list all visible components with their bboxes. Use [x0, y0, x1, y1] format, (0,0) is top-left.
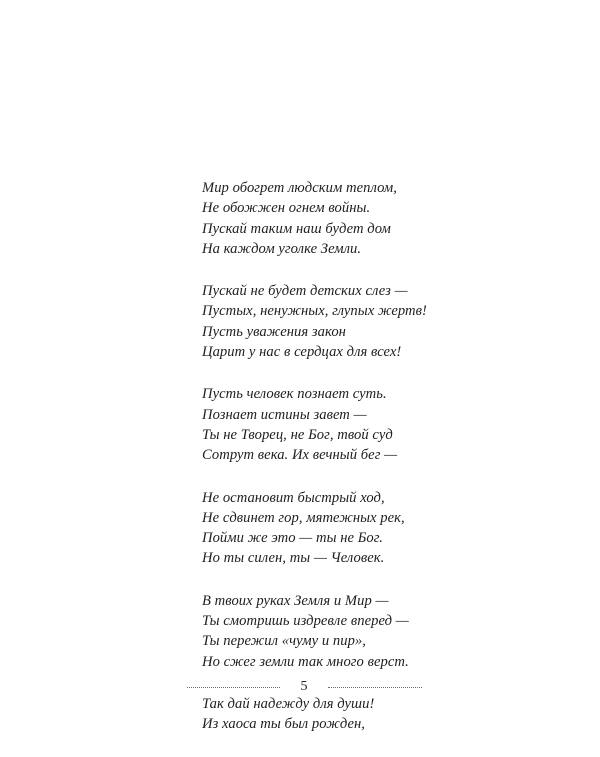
dotted-rule-left	[187, 687, 280, 688]
poem-line: Сотрут века. Их вечный бег —	[202, 447, 398, 464]
stanza-1	[202, 178, 502, 259]
poem-line: Пускай не будет детских слез —	[202, 283, 408, 300]
poem-line: Мир обогрет людским теплом,	[202, 180, 397, 196]
poem-line: Пускай таким наш будет дом	[202, 220, 391, 237]
poem-line: В твоих руках Земля и Мир —	[202, 592, 389, 609]
poem-line: Пусть человек познает суть.	[202, 386, 387, 403]
poem-line: Не остановит быстрый ход,	[202, 489, 385, 506]
poem-line: Так дай надежду для души!	[202, 695, 375, 712]
poem-line: Но ты силен, ты — Человек.	[202, 550, 385, 567]
poem-line: Не сдвинет гор, мятежных рек,	[202, 509, 405, 526]
poem-line: Пойми же это — ты не Бог.	[202, 530, 383, 547]
poem-line: Пусть уважения закон	[202, 323, 346, 340]
stanza-6	[202, 694, 502, 735]
poem-line: Познает истины завет —	[202, 406, 367, 423]
stanza-4	[202, 488, 502, 569]
poem-line: Но сжег земли так много верст.	[202, 653, 409, 670]
poem-line: Пустых, ненужных, глупых жертв!	[202, 303, 427, 320]
dotted-rule-right	[328, 687, 422, 688]
stanza-5	[202, 591, 502, 672]
stanza-2	[202, 281, 502, 362]
poem-line: Ты смотришь издревле вперед —	[202, 613, 409, 630]
stanza-3	[202, 384, 502, 465]
poem-line: Ты пережил «чуму и пир»,	[202, 633, 366, 650]
poem-line: Ты не Творец, не Бог, твой суд	[202, 426, 393, 443]
page-number: 5	[300, 679, 308, 694]
poem-text	[202, 178, 502, 757]
poem-line: Из хаоса ты был рожден,	[202, 716, 365, 733]
poem-line: Не обожжен огнем войны.	[202, 200, 371, 217]
page-footer	[0, 677, 600, 697]
poem-line: Царит у нас в сердцах для всех!	[202, 344, 402, 361]
poem-line: На каждом уголке Земли.	[202, 240, 362, 257]
